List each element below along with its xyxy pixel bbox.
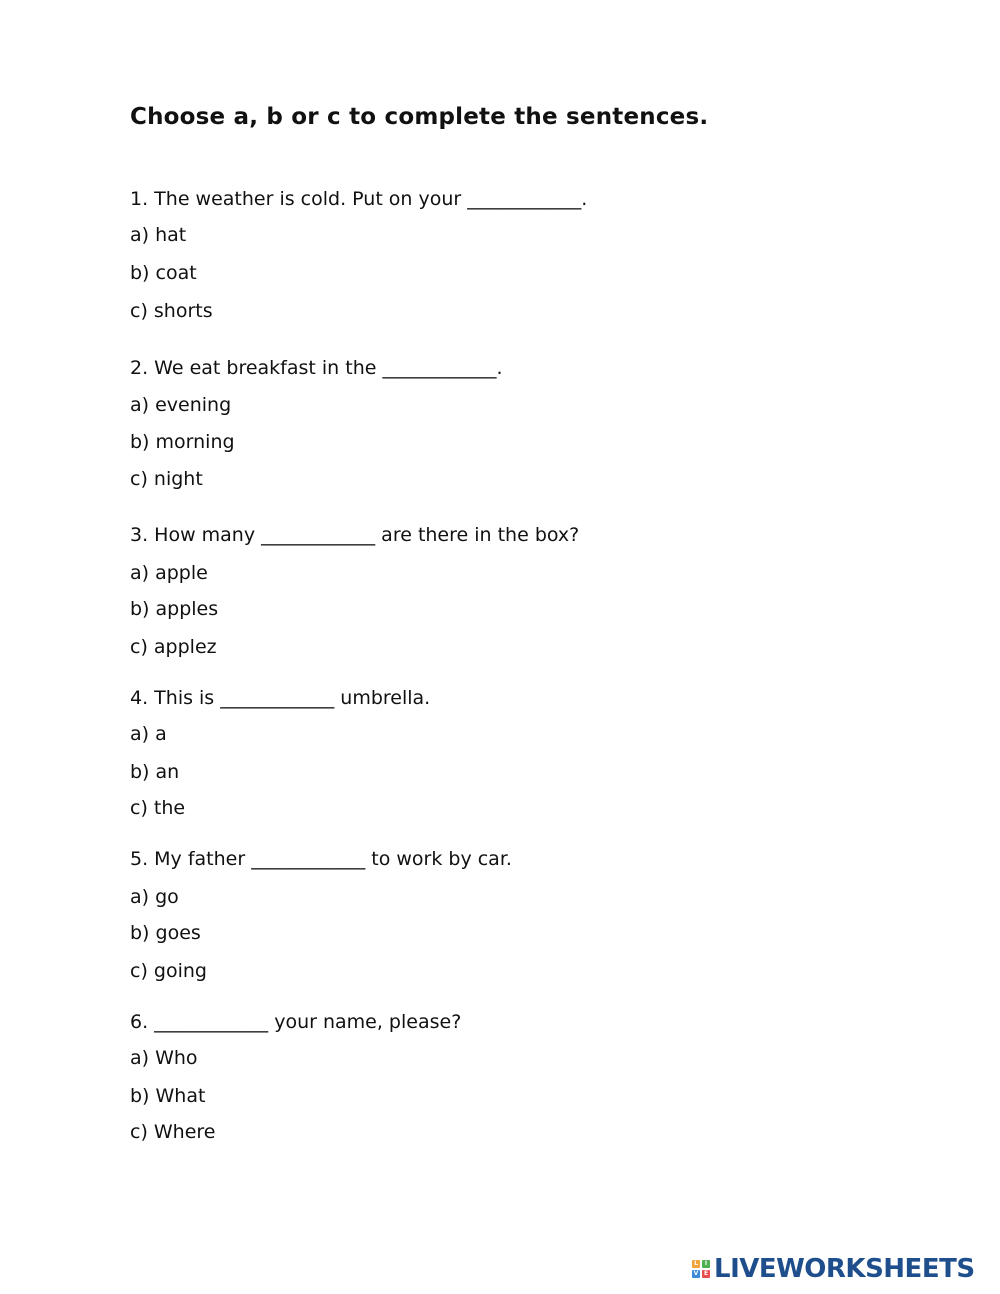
question-1-option-a[interactable]: a) hat xyxy=(130,224,187,246)
question-5-option-a[interactable]: a) go xyxy=(130,886,179,908)
question-2-option-a[interactable]: a) evening xyxy=(130,394,232,416)
logo-mark-letter: L xyxy=(692,1260,700,1268)
question-4-option-c[interactable]: c) the xyxy=(130,797,186,819)
question-4-option-b[interactable]: b) an xyxy=(130,761,180,783)
question-5-prompt: 5. My father ____________ to work by car. xyxy=(130,848,512,870)
question-6-prompt: 6. ____________ your name, please? xyxy=(130,1011,462,1033)
logo-mark-letter: E xyxy=(703,1270,709,1277)
question-2-prompt: 2. We eat breakfast in the ____________. xyxy=(130,357,503,379)
question-2-option-c[interactable]: c) night xyxy=(130,468,203,490)
question-3-option-c[interactable]: c) applez xyxy=(130,636,217,658)
question-4-option-a[interactable]: a) a xyxy=(130,723,167,745)
question-6-option-c[interactable]: c) Where xyxy=(130,1121,216,1143)
brand-name: LIVEWORKSHEETS xyxy=(714,1254,975,1284)
liveworksheets-logo xyxy=(692,1255,975,1283)
question-1-option-c[interactable]: c) shorts xyxy=(130,300,213,322)
question-3-option-b[interactable]: b) apples xyxy=(130,598,219,620)
logo-mark-letter: V xyxy=(693,1270,699,1277)
question-1-prompt: 1. The weather is cold. Put on your ____________. xyxy=(130,188,588,210)
question-2-option-b[interactable]: b) morning xyxy=(130,431,235,453)
liveworksheets-mark-icon xyxy=(692,1260,710,1278)
question-4-prompt: 4. This is ____________ umbrella. xyxy=(130,687,431,709)
question-5-option-c[interactable]: c) going xyxy=(130,960,207,982)
logo-mark-letter: I xyxy=(702,1260,710,1268)
question-3-option-a[interactable]: a) apple xyxy=(130,562,208,584)
question-1-option-b[interactable]: b) coat xyxy=(130,262,197,284)
worksheet-title: Choose a, b or c to complete the sentences. xyxy=(130,104,709,130)
question-5-option-b[interactable]: b) goes xyxy=(130,922,201,944)
question-6-option-a[interactable]: a) Who xyxy=(130,1047,198,1069)
question-6-option-b[interactable]: b) What xyxy=(130,1085,206,1107)
question-3-prompt: 3. How many ____________ are there in the box? xyxy=(130,524,580,546)
